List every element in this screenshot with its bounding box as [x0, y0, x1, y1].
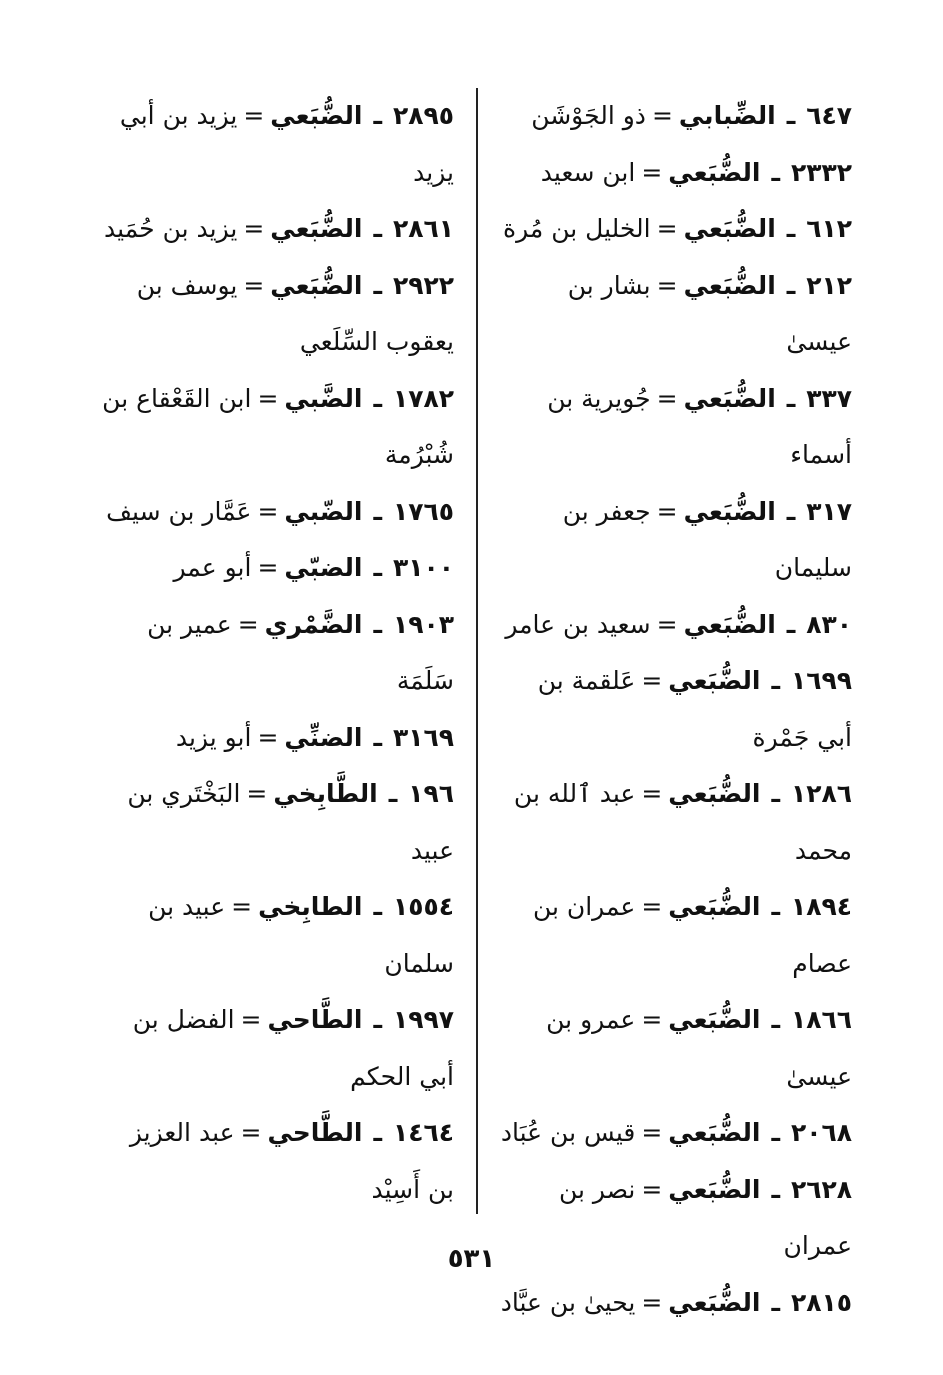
entry-nisba: الضِّبابي	[678, 101, 776, 130]
equals-sign: =	[237, 609, 259, 639]
equals-sign: =	[246, 779, 268, 808]
entry-nisba: الضَّمْري	[264, 609, 363, 639]
equals-sign: =	[641, 779, 663, 808]
left-column	[102, 88, 454, 1218]
dash-separator: ـ	[771, 666, 780, 695]
index-entry	[500, 1105, 852, 1162]
entry-nisba: الضَّبي	[284, 383, 363, 413]
entry-name: ذو الجَوْشَن	[531, 101, 646, 130]
dash-separator: ـ	[771, 1174, 780, 1204]
entry-number: ٢٣٣٢	[790, 157, 852, 187]
equals-sign: =	[243, 270, 265, 300]
entry-number: ٢٦٢٨	[790, 1174, 852, 1204]
column-divider	[476, 88, 478, 1214]
equals-sign: =	[240, 1118, 262, 1147]
index-entry	[102, 992, 454, 1105]
dash-separator: ـ	[771, 779, 780, 808]
entry-number: ٨٣٠	[806, 609, 852, 639]
equals-sign: =	[231, 892, 253, 921]
dash-separator: ـ	[786, 383, 796, 413]
index-entry	[500, 766, 852, 879]
equals-sign: =	[641, 1118, 663, 1147]
entry-name: أبو عمر	[173, 553, 252, 582]
entry-name: يحيىٰ بن عبَّاد	[500, 1287, 636, 1317]
dash-separator: ـ	[388, 779, 398, 808]
entry-name: جُويرية بن أسماء	[547, 383, 852, 469]
entry-name: الخليل بن مُرة	[502, 214, 651, 243]
equals-sign: =	[656, 270, 678, 300]
entry-name: قيس بن عُبَاد	[500, 1118, 636, 1147]
equals-sign: =	[257, 496, 279, 526]
entry-nisba: الضُّبَعي	[270, 101, 363, 130]
index-entry	[500, 371, 852, 484]
entry-nisba: الطابِخي	[258, 892, 363, 921]
entry-nisba: الطَّاحي	[267, 1005, 363, 1034]
index-entry	[500, 597, 852, 654]
dash-separator: ـ	[373, 101, 382, 130]
dash-separator: ـ	[373, 496, 382, 526]
dash-separator: ـ	[786, 101, 796, 130]
entry-nisba: الضُّبَعي	[683, 270, 776, 300]
dash-separator: ـ	[771, 157, 780, 187]
entry-name: الفضل بن أبي الحكم	[132, 1005, 454, 1091]
equals-sign: =	[641, 157, 663, 187]
equals-sign: =	[240, 1005, 262, 1034]
dash-separator: ـ	[771, 892, 780, 921]
index-entry	[500, 992, 852, 1105]
equals-sign: =	[651, 101, 673, 130]
equals-sign: =	[243, 101, 265, 130]
dash-separator: ـ	[373, 383, 382, 413]
page-number: ٥٣١	[447, 1244, 496, 1274]
entry-number: ٣٣٧	[806, 383, 852, 413]
equals-sign: =	[243, 214, 265, 243]
entry-name: يوسف بن يعقوب السِّلَعي	[136, 270, 454, 356]
entry-number: ١٧٨٢	[392, 383, 454, 413]
entry-name: عَمَّار بن سيف	[106, 496, 252, 526]
entry-nisba: الطَّاحي	[267, 1118, 363, 1147]
index-entry	[102, 540, 454, 597]
entry-number: ٢٨١٥	[790, 1287, 852, 1317]
entry-name: ابن سعيد	[540, 157, 636, 187]
entry-number: ٣١٠٠	[392, 553, 454, 582]
entry-number: ٣١٦٩	[392, 722, 454, 752]
index-entry	[102, 879, 454, 992]
index-entry	[102, 597, 454, 710]
entry-nisba: الضُّبَعي	[668, 892, 761, 921]
dash-separator: ـ	[786, 496, 796, 526]
entry-nisba: الضُّبَعي	[668, 666, 761, 695]
dash-separator: ـ	[373, 214, 382, 243]
equals-sign: =	[641, 892, 663, 921]
equals-sign: =	[257, 553, 279, 582]
entry-name: عمير بن سَلَمَة	[147, 609, 454, 695]
entry-number: ١٨٩٤	[790, 892, 852, 921]
equals-sign: =	[656, 496, 678, 526]
index-entry	[500, 484, 852, 597]
dash-separator: ـ	[373, 1118, 382, 1147]
index-entry	[500, 145, 852, 202]
entry-name: عَلقمة بن أبي جَمْرة	[537, 666, 852, 752]
entry-number: ١٦٩٩	[790, 666, 852, 695]
index-entry	[500, 653, 852, 766]
entry-nisba: الضُّبَعي	[683, 609, 776, 639]
entry-number: ٢٠٦٨	[790, 1118, 852, 1147]
entry-number: ٢١٢	[806, 270, 852, 300]
entry-number: ١٧٦٥	[392, 496, 454, 526]
entry-number: ١٤٦٤	[392, 1118, 454, 1147]
entry-nisba: الضبّي	[284, 553, 363, 582]
index-entry	[102, 766, 454, 879]
entry-number: ٦٤٧	[806, 101, 852, 130]
entry-name: أبو يزيد	[175, 722, 252, 752]
entry-nisba: الضُّبَعي	[683, 496, 776, 526]
entry-number: ١٨٦٦	[790, 1005, 852, 1034]
entry-name: سعيد بن عامر	[505, 609, 651, 639]
equals-sign: =	[257, 383, 279, 413]
entry-name: عبد العزيز بن أَسِيْد	[129, 1118, 454, 1204]
entry-nisba: الضُّبَعي	[668, 779, 761, 808]
index-entry	[102, 710, 454, 767]
dash-separator: ـ	[373, 609, 382, 639]
entry-name: عمرو بن عيسىٰ	[546, 1005, 852, 1091]
entry-name: نصر بن عمران	[558, 1174, 852, 1260]
entry-nisba: الضُّبَعي	[683, 214, 776, 243]
entry-number: ١٩٦	[408, 779, 454, 808]
entry-name: البَخْتَري بن عبيد	[127, 779, 454, 865]
dash-separator: ـ	[373, 270, 382, 300]
index-entry	[500, 258, 852, 371]
dash-separator: ـ	[771, 1005, 780, 1034]
index-entry	[500, 88, 852, 145]
index-entry	[500, 879, 852, 992]
entry-nisba: الضُّبَعي	[683, 383, 776, 413]
entry-name: بشار بن عيسىٰ	[567, 270, 852, 356]
dash-separator: ـ	[771, 1287, 780, 1317]
dash-separator: ـ	[373, 722, 382, 752]
equals-sign: =	[641, 1005, 663, 1034]
dash-separator: ـ	[786, 609, 796, 639]
dash-separator: ـ	[373, 892, 382, 921]
dash-separator: ـ	[771, 1118, 780, 1147]
equals-sign: =	[656, 214, 678, 243]
entry-number: ١٩٩٧	[392, 1005, 454, 1034]
index-entry	[102, 201, 454, 258]
entry-name: جعفر بن سليمان	[562, 496, 852, 582]
entry-name: ابن القَعْقاع بن شُبْرُمة	[102, 383, 454, 469]
equals-sign: =	[641, 1287, 663, 1317]
index-entry	[102, 484, 454, 541]
dash-separator: ـ	[786, 270, 796, 300]
equals-sign: =	[257, 722, 279, 752]
entry-number: ٢٨٩٥	[392, 101, 454, 130]
entry-nisba: الضُّبَعي	[668, 1174, 761, 1204]
entry-name: يزيد بن حُمَيد	[104, 214, 238, 243]
entry-number: ١٥٥٤	[392, 892, 454, 921]
entry-nisba: الضُّبَعي	[270, 270, 363, 300]
entry-name: عبد ٱلله بن محمد	[513, 779, 852, 865]
entry-name: يزيد بن أبي يزيد	[119, 101, 454, 187]
equals-sign: =	[656, 609, 678, 639]
entry-number: ٦١٢	[806, 214, 852, 243]
equals-sign: =	[656, 383, 678, 413]
entry-nisba: الضُّبَعي	[668, 1118, 761, 1147]
right-column	[500, 88, 852, 1331]
entry-nisba: الطَّابِخي	[273, 779, 378, 808]
index-entry	[102, 88, 454, 201]
index-entry	[500, 201, 852, 258]
dash-separator: ـ	[373, 553, 382, 582]
entry-nisba: الضُّبَعي	[668, 1005, 761, 1034]
entry-number: ٢٩٢٢	[392, 270, 454, 300]
dash-separator: ـ	[786, 214, 796, 243]
entry-name: عبيد بن سلمان	[148, 892, 454, 978]
entry-number: ١٩٠٣	[392, 609, 454, 639]
entry-nisba: الضُّبَعي	[668, 1287, 761, 1317]
index-entry	[102, 371, 454, 484]
entry-number: ٢٨٦١	[392, 214, 454, 243]
entry-number: ٣١٧	[806, 496, 852, 526]
dash-separator: ـ	[373, 1005, 382, 1034]
entry-nisba: الضُّبَعي	[668, 157, 761, 187]
entry-nisba: الضُّبَعي	[270, 214, 363, 243]
index-entry	[102, 1105, 454, 1218]
entry-number: ١٢٨٦	[790, 779, 852, 808]
index-entry	[500, 1275, 852, 1332]
entry-nisba: الضنِّي	[284, 722, 363, 752]
index-entry	[102, 258, 454, 371]
entry-name: عمران بن عصام	[532, 892, 852, 978]
entry-nisba: الضّبي	[284, 496, 363, 526]
equals-sign: =	[641, 1174, 663, 1204]
equals-sign: =	[641, 666, 663, 695]
